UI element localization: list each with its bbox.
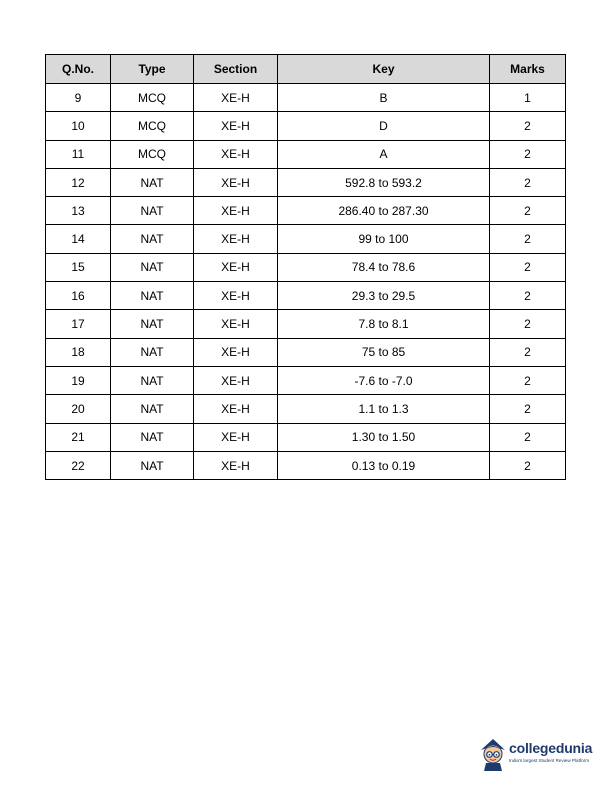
table-row	[46, 84, 566, 112]
cell-type: NAT	[111, 253, 194, 281]
cell-key: A	[278, 140, 490, 168]
cell-qno: 13	[46, 197, 111, 225]
cell-marks: 2	[490, 112, 566, 140]
table-row	[46, 282, 566, 310]
cell-type: MCQ	[111, 112, 194, 140]
cell-qno: 12	[46, 168, 111, 196]
cell-marks: 2	[490, 140, 566, 168]
cell-type: NAT	[111, 197, 194, 225]
cell-type: NAT	[111, 168, 194, 196]
cell-type: NAT	[111, 366, 194, 394]
cell-marks: 2	[490, 225, 566, 253]
cell-qno: 16	[46, 282, 111, 310]
cell-key: 7.8 to 8.1	[278, 310, 490, 338]
cell-type: NAT	[111, 338, 194, 366]
cell-type: NAT	[111, 451, 194, 479]
cell-marks: 1	[490, 84, 566, 112]
cell-type: NAT	[111, 225, 194, 253]
table-row	[46, 451, 566, 479]
table-row	[46, 197, 566, 225]
cell-type: NAT	[111, 395, 194, 423]
header-marks: Marks	[490, 55, 566, 84]
table-row	[46, 423, 566, 451]
table-row	[46, 253, 566, 281]
cell-section: XE-H	[194, 282, 278, 310]
cell-section: XE-H	[194, 84, 278, 112]
header-section: Section	[194, 55, 278, 84]
cell-key: 592.8 to 593.2	[278, 168, 490, 196]
cell-key: 1.1 to 1.3	[278, 395, 490, 423]
table-row	[46, 225, 566, 253]
brand-name: collegedunia	[509, 740, 593, 756]
cell-qno: 20	[46, 395, 111, 423]
cell-marks: 2	[490, 282, 566, 310]
table-row	[46, 310, 566, 338]
cell-qno: 18	[46, 338, 111, 366]
cell-type: NAT	[111, 310, 194, 338]
mascot-icon	[478, 737, 508, 771]
table-row	[46, 112, 566, 140]
cell-section: XE-H	[194, 338, 278, 366]
cell-qno: 21	[46, 423, 111, 451]
cell-marks: 2	[490, 310, 566, 338]
cell-section: XE-H	[194, 112, 278, 140]
cell-marks: 2	[490, 338, 566, 366]
cell-marks: 2	[490, 197, 566, 225]
answer-key-table	[45, 54, 566, 480]
cell-qno: 11	[46, 140, 111, 168]
cell-section: XE-H	[194, 423, 278, 451]
cell-key: 29.3 to 29.5	[278, 282, 490, 310]
cell-type: NAT	[111, 423, 194, 451]
cell-type: NAT	[111, 282, 194, 310]
header-type: Type	[111, 55, 194, 84]
cell-key: B	[278, 84, 490, 112]
header-qno: Q.No.	[46, 55, 111, 84]
cell-type: MCQ	[111, 140, 194, 168]
table-row	[46, 168, 566, 196]
cell-key: 99 to 100	[278, 225, 490, 253]
table-row	[46, 366, 566, 394]
cell-section: XE-H	[194, 168, 278, 196]
cell-key: 78.4 to 78.6	[278, 253, 490, 281]
cell-section: XE-H	[194, 197, 278, 225]
cell-marks: 2	[490, 253, 566, 281]
table-row	[46, 140, 566, 168]
cell-section: XE-H	[194, 140, 278, 168]
cell-section: XE-H	[194, 253, 278, 281]
collegedunia-logo	[478, 737, 598, 773]
cell-marks: 2	[490, 451, 566, 479]
cell-key: 286.40 to 287.30	[278, 197, 490, 225]
cell-key: -7.6 to -7.0	[278, 366, 490, 394]
cell-key: 75 to 85	[278, 338, 490, 366]
cell-key: 0.13 to 0.19	[278, 451, 490, 479]
cell-marks: 2	[490, 366, 566, 394]
brand-tagline: India's largest Student Review Platform	[509, 758, 590, 763]
cell-section: XE-H	[194, 395, 278, 423]
cell-marks: 2	[490, 423, 566, 451]
cell-qno: 15	[46, 253, 111, 281]
cell-qno: 14	[46, 225, 111, 253]
cell-type: MCQ	[111, 84, 194, 112]
header-key: Key	[278, 55, 490, 84]
table-row	[46, 395, 566, 423]
cell-section: XE-H	[194, 310, 278, 338]
cell-section: XE-H	[194, 225, 278, 253]
cell-key: 1.30 to 1.50	[278, 423, 490, 451]
table-row	[46, 338, 566, 366]
cell-marks: 2	[490, 395, 566, 423]
cell-qno: 10	[46, 112, 111, 140]
cell-marks: 2	[490, 168, 566, 196]
cell-section: XE-H	[194, 451, 278, 479]
cell-section: XE-H	[194, 366, 278, 394]
cell-qno: 17	[46, 310, 111, 338]
cell-qno: 9	[46, 84, 111, 112]
table-header-row	[46, 55, 566, 84]
cell-key: D	[278, 112, 490, 140]
cell-qno: 22	[46, 451, 111, 479]
cell-qno: 19	[46, 366, 111, 394]
